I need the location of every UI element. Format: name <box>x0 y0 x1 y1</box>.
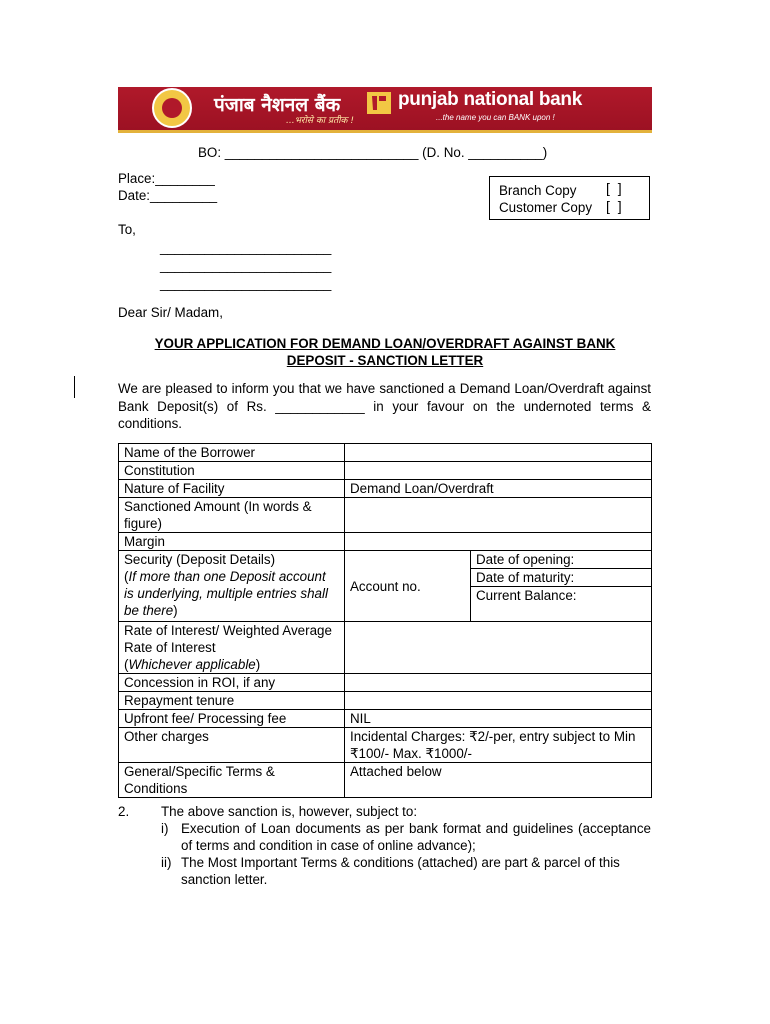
date-field: Date:_________ <box>118 188 218 203</box>
date-of-opening-label: Date of opening: <box>471 551 652 569</box>
intro-paragraph: We are pleased to inform you that we have sanctioned a Demand Loan/Overdraft against Bank Deposit(s) of Rs. ____________ in your favour on the undernoted terms & conditions. <box>118 381 651 431</box>
table-row <box>119 462 652 480</box>
other-charges-label: Other charges <box>119 728 345 763</box>
paren-close: ) <box>173 603 178 618</box>
upfront-fee-value: NIL <box>345 710 652 728</box>
bank-name-hindi: पंजाब नैशनल बैंक <box>214 94 341 116</box>
text-cursor <box>74 376 75 398</box>
borrower-name-label: Name of the Borrower <box>119 444 345 462</box>
concession-label: Concession in ROI, if any <box>119 674 345 692</box>
section-lead: The above sanction is, however, subject to: <box>161 804 418 819</box>
account-no-label: Account no. <box>345 551 471 621</box>
date-of-maturity-label: Date of maturity: <box>471 569 652 587</box>
general-terms-value: Attached below <box>345 763 652 798</box>
roi-value[interactable] <box>345 622 652 674</box>
bank-header-banner <box>118 87 652 130</box>
address-line: _______________________ <box>160 276 332 291</box>
bank-tagline-english: ...the name you can BANK upon ! <box>436 113 555 122</box>
letter-title-line1: YOUR APPLICATION FOR DEMAND LOAN/OVERDRAFT AGAINST BANK <box>154 336 616 351</box>
branch-office-reference: BO: __________________________ (D. No. __________) <box>198 145 548 160</box>
sanction-terms-table <box>118 443 652 798</box>
table-row <box>119 498 652 533</box>
facility-label: Nature of Facility <box>119 480 345 498</box>
pnb-logo-icon <box>366 91 392 115</box>
roi-label <box>119 622 345 674</box>
salutation: Dear Sir/ Madam, <box>118 305 223 320</box>
to-label: To, <box>118 222 136 237</box>
other-charges-value: Incidental Charges: ₹2/-per, entry subject to Min ₹100/- Max. ₹1000/- <box>345 728 652 763</box>
repayment-value[interactable] <box>345 692 652 710</box>
margin-value[interactable] <box>345 533 652 551</box>
facility-value: Demand Loan/Overdraft <box>345 480 652 498</box>
list-item-number: i) <box>161 821 169 836</box>
table-row <box>119 480 652 498</box>
roi-note-text: Whichever applicable <box>128 657 256 672</box>
upfront-fee-label: Upfront fee/ Processing fee <box>119 710 345 728</box>
customer-copy-checkbox[interactable]: [ ] <box>606 198 624 214</box>
constitution-label: Constitution <box>119 462 345 480</box>
table-row <box>119 763 652 798</box>
address-line: _______________________ <box>160 258 332 273</box>
security-details-cell <box>345 551 652 622</box>
copy-type-box <box>489 176 650 220</box>
list-item: The Most Important Terms & conditions (attached) are part & parcel of this sanction letter. <box>181 855 620 887</box>
bank-seal-logo <box>152 88 192 128</box>
list-item: Execution of Loan documents as per bank format and guidelines (acceptance of terms and condition in case of online advance); <box>181 821 651 853</box>
constitution-value[interactable] <box>345 462 652 480</box>
branch-copy-label: Branch Copy <box>499 183 577 198</box>
table-row <box>119 728 652 763</box>
paren-close: ) <box>255 657 261 672</box>
margin-label: Margin <box>119 533 345 551</box>
security-note-text: If more than one Deposit account is underlying, multiple entries shall be there <box>124 569 328 618</box>
sanctioned-amount-label: Sanctioned Amount (In words & figure) <box>119 498 345 533</box>
repayment-label: Repayment tenure <box>119 692 345 710</box>
current-balance-label: Current Balance: <box>476 588 577 603</box>
sanctioned-amount-value[interactable] <box>345 498 652 533</box>
letter-title <box>118 335 652 369</box>
branch-copy-checkbox[interactable]: [ ] <box>606 180 624 196</box>
list-item-number: ii) <box>161 855 172 870</box>
section-number: 2. <box>118 804 130 819</box>
paren-open: ( <box>124 569 129 584</box>
security-note <box>124 568 339 619</box>
table-row <box>119 692 652 710</box>
bank-tagline-hindi: ...भरोसे का प्रतीक ! <box>286 116 354 126</box>
roi-note <box>124 656 339 673</box>
table-row <box>119 551 652 622</box>
table-row <box>119 710 652 728</box>
bank-name-english: punjab national bank <box>398 89 583 110</box>
security-title: Security (Deposit Details) <box>124 552 276 567</box>
security-label <box>119 551 345 622</box>
roi-title: Rate of Interest/ Weighted Average Rate of Interest <box>124 623 332 655</box>
table-row <box>119 622 652 674</box>
letter-title-line2: DEPOSIT - SANCTION LETTER <box>286 353 484 368</box>
general-terms-label: General/Specific Terms & Conditions <box>119 763 345 798</box>
table-row <box>119 674 652 692</box>
customer-copy-label: Customer Copy <box>499 200 593 215</box>
table-row <box>119 533 652 551</box>
borrower-name-value[interactable] <box>345 444 652 462</box>
address-line: _______________________ <box>160 240 332 255</box>
place-field: Place:________ <box>118 171 215 186</box>
concession-value[interactable] <box>345 674 652 692</box>
paren-open: ( <box>124 657 129 672</box>
table-row <box>119 444 652 462</box>
